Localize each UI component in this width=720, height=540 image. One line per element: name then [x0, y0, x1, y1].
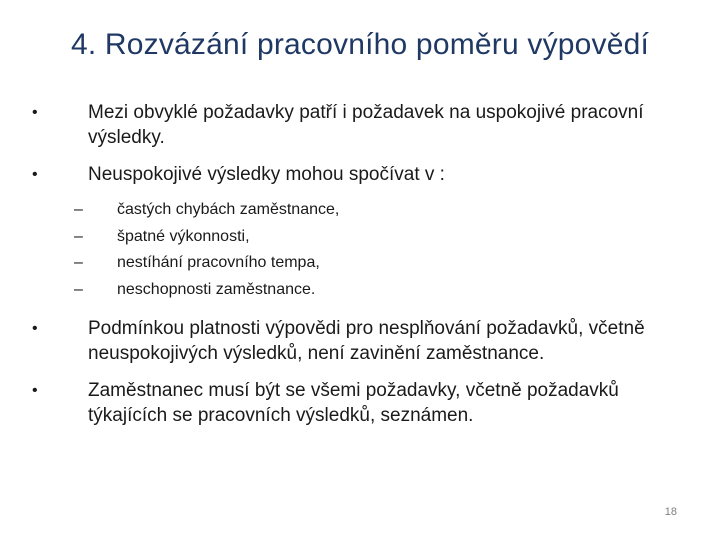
bullet-item — [0, 100, 720, 150]
sub-bullet-item — [0, 250, 720, 277]
bullet-list — [0, 100, 720, 440]
bullet-icon: • — [32, 104, 38, 121]
sub-bullet-list — [0, 197, 720, 303]
bullet-text: Mezi obvyklé požadavky patří i požadavek na uspokojivé pracovní výsledky. — [88, 102, 644, 148]
slide-title: 4. Rozvázání pracovního poměru výpovědí — [70, 28, 650, 61]
bullet-text: Neuspokojivé výsledky mohou spočívat v : — [88, 164, 445, 185]
sub-bullet-item — [0, 224, 720, 251]
bullet-text: Podmínkou platnosti výpovědi pro nesplňování požadavků, včetně neuspokojivých výsledků, není zavinění zaměstnance. — [88, 318, 645, 364]
dash-icon: – — [74, 280, 83, 298]
sub-bullet-text: špatné výkonnosti, — [117, 227, 250, 245]
bullet-icon: • — [32, 382, 38, 399]
dash-icon: – — [74, 201, 83, 218]
sub-bullet-text: nestíhání pracovního tempa, — [117, 254, 320, 271]
bullet-item — [0, 162, 720, 187]
page-number: 18 — [664, 506, 677, 518]
sub-bullet-text: častých chybách zaměstnance, — [117, 201, 340, 218]
sub-bullet-text: neschopnosti zaměstnance. — [117, 280, 316, 298]
dash-icon: – — [74, 254, 83, 271]
sub-bullet-item — [0, 277, 720, 304]
dash-icon: – — [74, 227, 83, 245]
bullet-item — [0, 378, 720, 428]
bullet-text: Zaměstnanec musí být se všemi požadavky, včetně požadavků týkajících se pracovních výsledků, seznámen. — [88, 380, 619, 426]
sub-bullet-item — [0, 197, 720, 224]
bullet-item — [0, 316, 720, 366]
bullet-icon: • — [32, 320, 38, 337]
bullet-icon: • — [32, 166, 38, 183]
